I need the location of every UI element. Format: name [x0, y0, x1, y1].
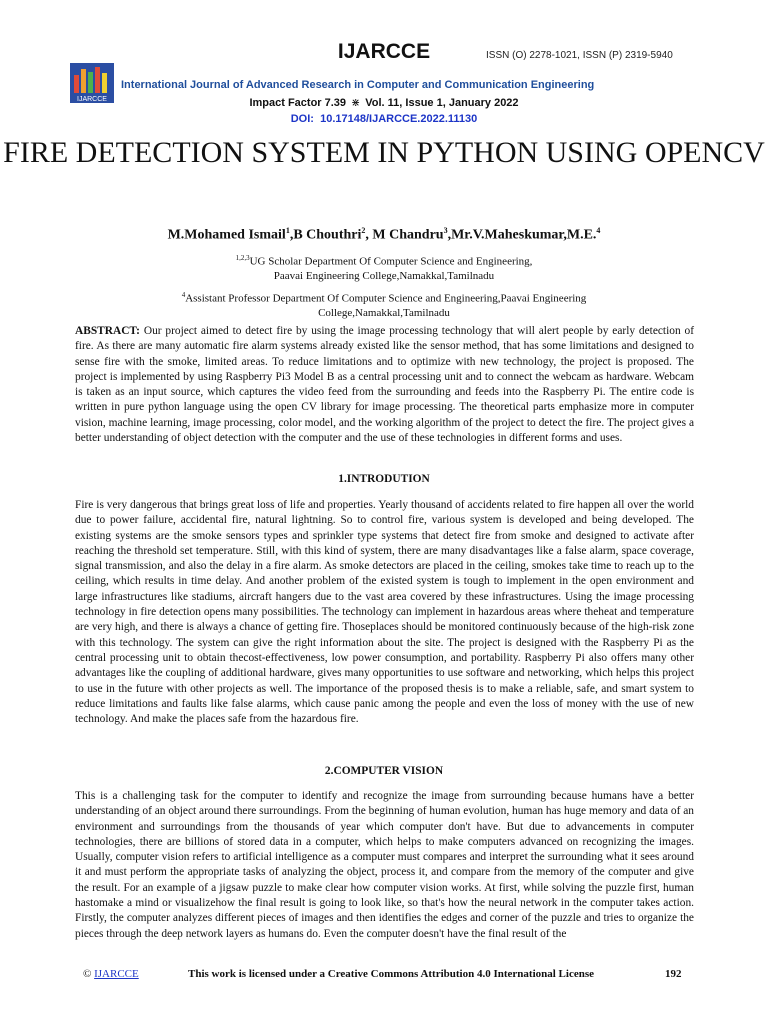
- author-name: M.Mohamed Ismail: [167, 227, 286, 243]
- authors-line: [0, 226, 768, 244]
- author-name: M Chandru: [372, 227, 444, 243]
- affiliation-2-text: Assistant Professor Department Of Computer Science and Engineering,Paavai Engineering College,Namakkal,Tamilnadu: [185, 292, 587, 319]
- issn: ISSN (O) 2278-1021, ISSN (P) 2319-5940: [486, 50, 673, 61]
- abstract-label: ABSTRACT:: [75, 325, 140, 337]
- footer-license: This work is licensed under a Creative Commons Attribution 4.0 International License: [188, 968, 594, 980]
- doi-link[interactable]: 10.17148/IJARCCE.2022.11130: [320, 113, 478, 125]
- journal-short-name: IJARCCE: [337, 40, 431, 63]
- affiliation-1-line2: Paavai Engineering College,Namakkal,Tamilnadu: [273, 269, 495, 282]
- paper-title: FIRE DETECTION SYSTEM IN PYTHON USING OPENCV: [3, 136, 765, 169]
- impact-line: [0, 96, 768, 109]
- author-sep: ,: [365, 227, 373, 243]
- doi-label: DOI:: [290, 113, 314, 125]
- abstract-text: Our project aimed to detect fire by using the image processing technology that will alert people by early detection of fire. As there are many automatic fire alarm systems already existed like the sensor method, that has some limitations and designed to sense fire with the smoke, limited areas. To reduce limitations and to optimize with new technology, the project is proposed. The project is implemented by using Raspberry Pi3 Model B as a central processing unit and to connect the webcam as hardware. Webcam is taken as an input source, which captures the video feed from the surrounding and feeds into the Raspberry Pi. The entire code is written in pure python language using the open CV library for image processing. The theoretical parts emphasize more in computer vision, machine learning, image processing, color model, and the working algorithm of the project to detect the fire. The project gives a better understanding of object detection with the computer and the use of these technologies in different forms and uses.: [75, 325, 694, 445]
- separator-icon: ⋇: [351, 97, 361, 109]
- footer-copyright: [83, 968, 139, 980]
- doi-line: [0, 113, 768, 125]
- affiliation-1-sup: 1,2,3: [235, 254, 250, 262]
- journal-full-name: International Journal of Advanced Research in Computer and Communication Engineering: [121, 79, 595, 91]
- author-sup: 2: [361, 226, 366, 235]
- affiliation-2: [130, 288, 638, 320]
- volume-issue: Vol. 11, Issue 1, January 2022: [365, 97, 519, 109]
- author-sup: 4: [596, 226, 601, 235]
- page-footer: [0, 968, 768, 984]
- author-name: B Chouthri: [293, 227, 362, 243]
- affiliation-1: [0, 251, 768, 283]
- affiliation-2-sup: 4: [181, 291, 186, 299]
- affiliation-1-line1: UG Scholar Department Of Computer Science and Engineering,: [249, 255, 533, 268]
- author-name: Mr.V.Maheskumar,M.E.: [451, 227, 597, 243]
- section-2-text: This is a challenging task for the computer to identify and recognize the image from surrounding because humans have a better understanding of an object around there surroundings. From the beginning of human evolution, human has huge memory and data of an environment and surroundings from the thousands of year which computer don't have. But due to advancements in computer technologies, there are billions of stored data in a computer, which helps to make computers advanced on recognizing the images. Usually, computer vision refers to artificial intelligence as a computer must compares and interpret the surrounding what it sees around it and must perform the appropriate tasks of analyzing the object, process it, and compare from the memory of the computer and give the result. For an example of a jigsaw puzzle to make clear how computer vision works. At first, while solving the puzzle first, human hastomake a mind or visualizehow the final result is going to look like, so that's how the neural network in the computer takes action. Firstly, the computer analyzes different pieces of images and then identifies the edges and corner of the puzzle and tries to organize the pieces through the deep network layers as humans do. Even the computer doesn't have the final result of the: [75, 790, 694, 940]
- author-sup: 1: [285, 226, 290, 235]
- copyright-icon: ©: [83, 968, 92, 980]
- footer-journal-link[interactable]: IJARCCE: [94, 968, 139, 980]
- author-sep: ,: [447, 227, 452, 243]
- impact-factor: Impact Factor 7.39: [249, 97, 347, 109]
- logo-text: IJARCCE: [77, 96, 107, 103]
- author-sep: ,: [289, 227, 294, 243]
- page-number: 192: [665, 968, 682, 980]
- abstract: [75, 324, 694, 446]
- section-1-text: Fire is very dangerous that brings great loss of life and properties. Yearly thousand of accidents related to fire happen all over the world due to power failure, accidental fire, natural lightning. So to control fire, various system is developed and being developed. The existing systems are the smoke sensors types and sprinkler type systems that detect fire from smoke and designed to activate after reaching the threshold set temperature. Still, with this kind of system, there are many disadvantages like a false alarm, space coverage, signal transmission, and also the delay in a fire alarm. As smoke detectors are placed in the ceiling, smokes take time to reach up to the ceiling, which results in time delay. And another problem of the existed system is tough to implement in the open environment and large infrastructures like stadiums, aircraft hangers due to the vast area covered by these infrastructures. Using the image processing technology in fire detection opens many possibilities. The technology can implement in hazardous areas where theheat and temperature are very high, and there is always a chance of getting fire. Thoseplaces should be monitored continuously because of the high-risk zone with this technology. The system can give the right information about the site. The project is designed with the Raspberry Pi as the central processing unit to obtain thecost-effectiveness, low power consumption, and portability. Raspberry Pi also offers many other advantages like the coupling of additional hardware, gives many opportunities to use software and networking, which helps this project to use in the future with other projects as well. The importance of the proposed thesis is to make a reliable, safe, and smart system to reduce limitations and faults like false alarms, which cause panic among the people and even the loss of money with the use of new technology. And make the places safe from the hazardous fire.: [75, 499, 694, 726]
- author-sup: 3: [443, 226, 448, 235]
- section-2-heading: 2.COMPUTER VISION: [324, 765, 444, 777]
- section-1-heading: 1.INTRODUTION: [338, 473, 430, 485]
